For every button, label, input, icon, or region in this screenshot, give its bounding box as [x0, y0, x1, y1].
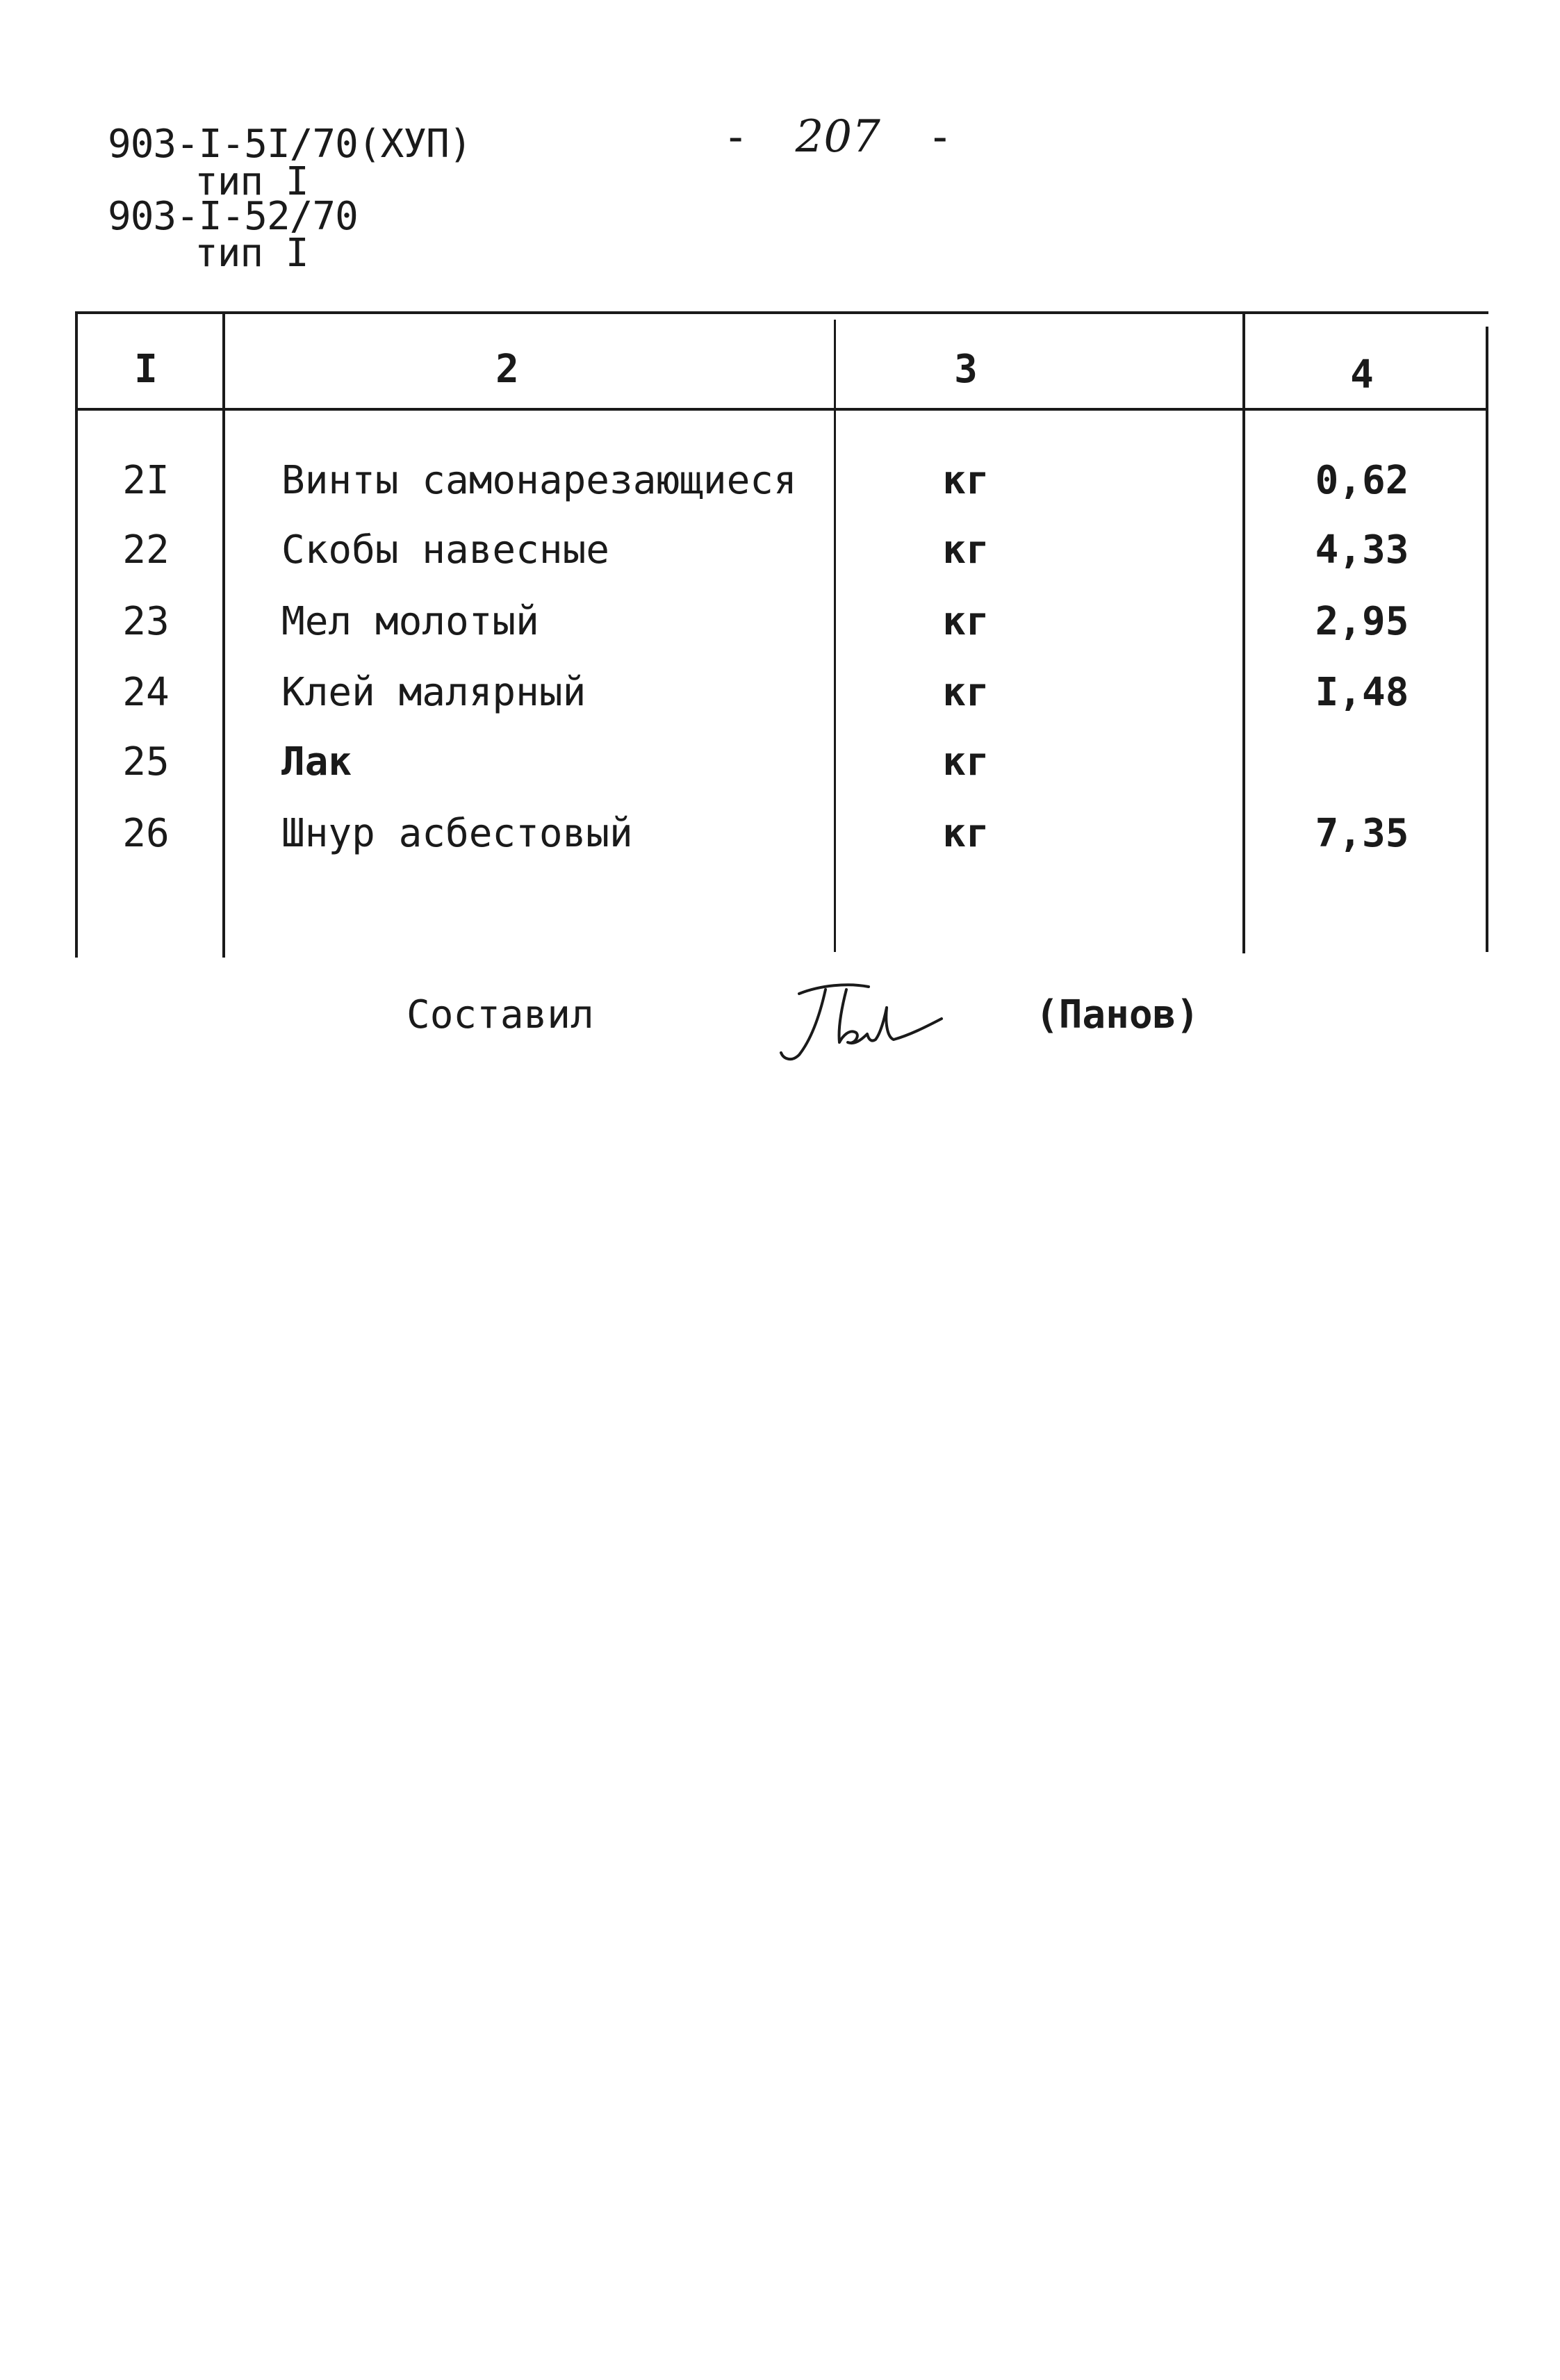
table-row-unit: кг — [942, 670, 990, 715]
table-row-num: 23 — [122, 599, 170, 644]
table-row-num: 22 — [122, 527, 170, 573]
table-row-name: Мел молотый — [281, 599, 539, 644]
table-row-name: Винты самонарезающиеся — [281, 458, 797, 503]
table-row-num: 24 — [122, 670, 170, 715]
compiler-name: (Панов) — [1035, 992, 1200, 1037]
table-row-unit: кг — [942, 599, 990, 644]
table-row-name: Шнур асбестовый — [281, 811, 633, 856]
table-left-border — [75, 311, 78, 958]
table-row-value: 2,95 — [1315, 599, 1409, 644]
column-header-3: 3 — [954, 347, 978, 392]
table-row-unit: кг — [942, 458, 990, 503]
handwritten-signature — [771, 973, 952, 1070]
table-row-num: 26 — [122, 811, 170, 856]
document-type-1: тип I — [195, 159, 309, 204]
table-top-rule — [76, 311, 1488, 314]
table-right-border — [1486, 327, 1488, 952]
column-header-4: 4 — [1350, 352, 1374, 397]
table-row-num: 2I — [122, 458, 170, 503]
column-header-1: I — [134, 347, 158, 392]
table-header-rule — [76, 408, 1488, 411]
table-row-name: Скобы навесные — [281, 527, 610, 573]
table-row-value: 0,62 — [1315, 458, 1409, 503]
document-code-2: 903-I-52/70 — [108, 194, 358, 239]
page-number: - 207 - — [723, 111, 953, 163]
table-row-value: 7,35 — [1315, 811, 1409, 856]
table-row-num: 25 — [122, 739, 170, 785]
table-divider-1-2 — [222, 311, 225, 958]
table-row-unit: кг — [942, 527, 990, 573]
table-row-unit: кг — [942, 811, 990, 856]
column-header-2: 2 — [495, 347, 519, 392]
table-row-name: Лак — [281, 739, 352, 785]
compiled-by-label: Составил — [407, 992, 594, 1037]
table-row-value: 4,33 — [1315, 527, 1409, 573]
page-number-value: 207 — [795, 111, 880, 163]
table-row-value: I,48 — [1315, 670, 1409, 715]
table-row-unit: кг — [942, 739, 990, 785]
table-divider-2-3 — [834, 320, 836, 952]
document-code-1: 903-I-5I/70(ХУП) — [108, 122, 472, 167]
document-type-2: тип I — [195, 231, 309, 276]
table-row-name: Клей малярный — [281, 670, 586, 715]
